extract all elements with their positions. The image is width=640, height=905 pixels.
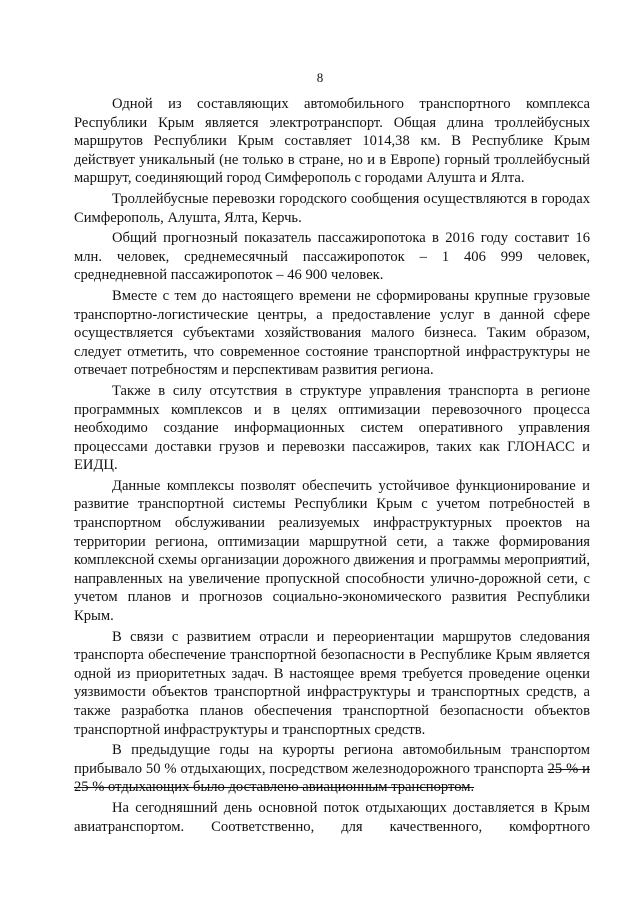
paragraph-trolleybus-cities: Троллейбусные перевозки городского сообщения осуществляются в городах Симферополь, Алушта, Ялта, Керчь. (74, 190, 590, 226)
paragraph-electrotransport: Одной из составляющих автомобильного транспортного комплекса Республики Крым является электротранспорт. Общая длина троллейбусных маршрутов Республики Крым составляет 1014,38 км. В Республике Крым действует уникальный (не только в стране, но и в Европе) горный троллейбусный маршрут, соединяющий город Симферополь с городами Алушта и Ялта. (74, 96, 590, 187)
paragraph-air-transport: На сегодняшний день основной поток отдыхающих доставляется в Крым авиатранспортом. Соответственно, для качественного, комфортного (74, 799, 590, 835)
paragraph-logistics-centers: Вместе с тем до настоящего времени не сформированы крупные грузовые транспортно-логистические центры, а предоставление услуг в данной сфере осуществляется субъектами хозяйствования малого бизнеса. Таким образом, следует отметить, что современное состояние транспортной инфраструктуры не отвечает потребностям и перспективам развития региона. (74, 287, 590, 379)
previous-years-text: В предыдущие годы на курорты региона автомобильным транспортом прибывало 50 % отдыхающих, посредством железнодорожного транспорта (74, 742, 590, 777)
paragraph-passenger-flow: Общий прогнозный показатель пассажиропотока в 2016 году составит 16 млн. человек, среднемесячный пассажиропоток – 1 406 999 человек, среднедневной пассажиропоток – 46 900 человек. (74, 230, 590, 284)
page-number: 8 (316, 70, 324, 85)
paragraph-transport-security: В связи с развитием отрасли и переориентации маршрутов следования транспорта обеспечение транспортной безопасности в Республике Крым является одной из приоритетных задач. В настоящее время требуется проведение оценки уязвимости объектов транспортной инфраструктуры и транспортных средств, а также разработка планов обеспечения транспортной безопасности объектов транспортной инфраструктуры и транспортных средств. (74, 628, 590, 738)
paragraph-complexes-benefits: Данные комплексы позволят обеспечить устойчивое функционирование и развитие транспортной системы Республики Крым с учетом потребностей в транспортном обслуживании реализуемых инфраструктурных проектов на территории региона, оптимизации маршрутной сети, а также формирования комплексной схемы организации дорожного движения и программы мероприятий, направленных на увеличение пропускной способности улично-дорожной сети, с учетом планов и прогнозов социально-экономического развития Республики Крым. (74, 477, 590, 625)
paragraph-previous-years (74, 741, 590, 797)
document-body (74, 95, 590, 836)
paragraph-information-systems: Также в силу отсутствия в структуре управления транспорта в регионе программных комплексов и в целях оптимизации перевозочного процесса необходимо создание информационных систем оперативного управления процессами доставки грузов и перевозки пассажиров, таких как ГЛОНАСС и ЕИДЦ. (74, 382, 590, 474)
struck-through-text: 25 % и 25 % отдыхающих было доставлено авиационным транспортом. (74, 760, 590, 796)
